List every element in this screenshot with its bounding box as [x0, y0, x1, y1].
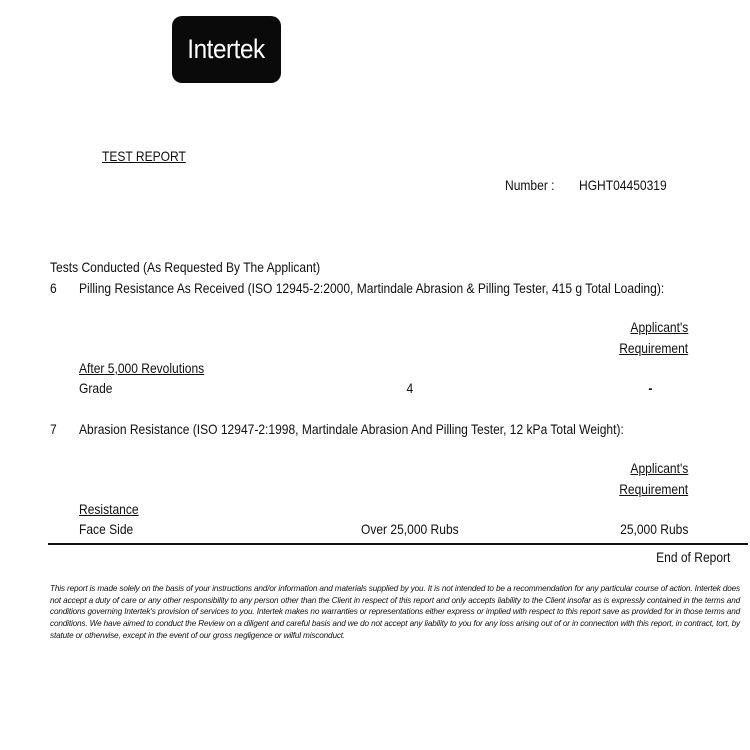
test-title: Abrasion Resistance (ISO 12947-2:1998, Martindale Abrasion And Pilling Tester, 12 kPa Total Weight):: [79, 421, 624, 437]
test-6-row-label-wrap: [79, 380, 118, 396]
report-number-value: HGHT04450319: [579, 177, 667, 193]
test-7-subheading-wrap: [79, 501, 148, 517]
test-requirement: 25,000 Rubs: [619, 521, 688, 537]
row-label: Face Side: [79, 521, 134, 537]
report-title: TEST REPORT: [102, 148, 186, 164]
row-label: Grade: [79, 380, 113, 396]
report-number-label-wrap: [505, 177, 563, 193]
test-6-requirement-wrap: [600, 380, 700, 396]
requirement-header: Applicant's: [630, 319, 688, 335]
test-6-req-header-2-wrap: [608, 340, 688, 356]
test-number: 7: [50, 421, 57, 437]
test-requirement: -: [647, 380, 653, 396]
test-result: 4: [406, 380, 414, 396]
test-6-title-wrap: [79, 280, 750, 296]
test-7-req-header-2-wrap: [608, 481, 688, 497]
test-number: 6: [50, 280, 57, 296]
test-result: Over 25,000 Rubs: [361, 521, 459, 537]
logo-text: Intertek: [187, 34, 266, 64]
end-of-report: End of Report: [655, 549, 730, 565]
requirement-header: Requirement: [619, 340, 688, 356]
test-6-number-wrap: [50, 280, 58, 296]
requirement-header: Requirement: [619, 481, 688, 497]
end-of-report-wrap: [644, 549, 730, 565]
test-7-req-header-1-wrap: [621, 460, 688, 476]
requirement-header: Applicant's: [630, 460, 688, 476]
tests-heading: Tests Conducted (As Requested By The Applicant): [50, 259, 321, 275]
test-title: Pilling Resistance As Received (ISO 12945-2:2000, Martindale Abrasion & Pilling Tester, 415 g Total Loading):: [79, 280, 665, 296]
test-subheading: Resistance: [79, 501, 139, 517]
test-6-req-header-1-wrap: [621, 319, 688, 335]
test-subheading: After 5,000 Revolutions: [79, 360, 205, 376]
intertek-logo: [172, 16, 281, 83]
test-6-result-wrap: [310, 380, 510, 396]
disclaimer-text: This report is made solely on the basis of your instructions and/or information and materials supplied by you. It is not intended to be a recommendation for any particular course of action. Intertek does not accept a duty of care or any other responsibility to any person other than the Client in respect of this report and only accepts liability to the Client insofar as is expressly contained in the terms and conditions governing Intertek's provision of services to you. Intertek makes no warranties or representations either express or implied with respect to this report save as provided for in those terms and conditions. We have aimed to conduct the Review on a diligent and careful basis and we do not accept any liability to you for any loss arising out of or in connection with this report, in contract, tort, by statute or otherwise, except in the event of our gross negligence or wilful misconduct.: [50, 584, 740, 640]
test-6-subheading-wrap: [79, 360, 225, 376]
test-7-result-wrap: [310, 521, 510, 537]
test-7-requirement-wrap: [609, 521, 688, 537]
tests-heading-wrap: [50, 259, 364, 275]
test-7-number-wrap: [50, 421, 58, 437]
report-number-label: Number :: [505, 177, 555, 193]
end-divider: [48, 543, 748, 545]
report-number-value-wrap: [579, 177, 681, 193]
test-7-title-wrap: [79, 421, 712, 437]
report-title-wrap: [102, 148, 200, 164]
test-7-row-label-wrap: [79, 521, 142, 537]
